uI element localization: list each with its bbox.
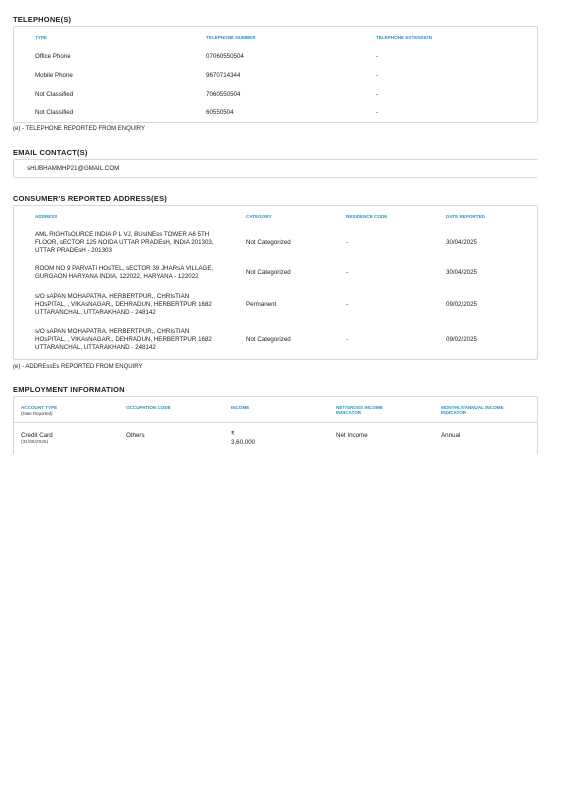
telephone-row-2-extension: - [376, 72, 379, 79]
address-row-2-residence: - [346, 269, 349, 276]
address-row-4-category: Not Categorized [246, 336, 291, 343]
email-title: EMAIL CONTACT(S) [13, 148, 88, 157]
residence-code-header: RESIDENCE CODE [346, 214, 388, 219]
address-row-4-line-3: UTTARANCHAL, UTTARAKHAND - 248142 [35, 344, 156, 351]
address-row-4-residence: - [346, 336, 349, 343]
address-row-1-line-2: FLOOR, sECTOR 125 NOIDA UTTAR PRADEsH, INDIA 201303, [35, 239, 214, 246]
telephone-row-3-type: Not Classified [35, 91, 74, 98]
telephone-row-2-number: 9670714344 [206, 72, 241, 79]
telephones-note: (e) - TELEPHONE REPORTED FROM ENQUIRY [13, 126, 146, 132]
address-header: ADDRESS [35, 214, 58, 219]
monthly-annual-header-line-2: INDICATOR [441, 410, 467, 415]
address-row-3-line-2: HOsPITAL, , VIKAsNAGAR,, DEHRADUN, HERBERTPUR 1682 [35, 301, 212, 308]
net-gross-header-line-1: NET/GROSS INCOME [336, 405, 383, 410]
telephone-number-header: TELEPHONE NUMBER [206, 35, 256, 40]
address-row-4-line-2: HOsPITAL, , VIKAsNAGAR,, DEHRADUN, HERBERTPUR 1682 [35, 336, 212, 343]
account-type-header: ACCOUNT TYPE [21, 405, 58, 410]
employment-date: (31/05/2025) [21, 440, 49, 445]
telephone-row-4-number: 60550504 [206, 109, 234, 116]
address-row-2-category: Not Categorized [246, 269, 291, 276]
telephone-row-4-extension: - [376, 109, 379, 116]
addresses-title: CONSUMER'S REPORTED ADDRESS(ES) [13, 194, 167, 203]
address-row-3-residence: - [346, 301, 349, 308]
employment-monthly-annual: Annual [441, 432, 461, 439]
address-row-2-line-2: GURGAON HARYANA INDIA, 122022, HARYANA - 122022 [35, 273, 199, 280]
address-row-3-category: Permanent [246, 301, 277, 308]
email-value: sHUBHAMMHP21@GMAIL.COM [27, 165, 120, 172]
rupee-currency-icon: ₹ [231, 431, 235, 437]
telephone-extension-header: TELEPHONE EXTENSION [376, 35, 432, 40]
employment-income: 3,60,000 [231, 439, 256, 446]
addresses-note: (e) - ADDREssEs REPORTED FROM ENQUIRY [13, 364, 143, 370]
telephone-row-4-type: Not Classified [35, 109, 74, 116]
net-gross-header-line-2: INDICATOR [336, 410, 362, 415]
address-row-3-line-3: UTTARANCHAL, UTTARAKHAND - 248142 [35, 309, 156, 316]
employment-account-type: Credit Card [21, 432, 53, 439]
address-row-3-line-1: s/O sAPAN MOHAPATRA, HERBERTPUR,, CHRIsTIAN [35, 293, 190, 300]
employment-table [13, 396, 538, 454]
telephone-row-3-extension: - [376, 91, 379, 98]
address-row-2-line-1: ROOM NO 9 PARVATI HOsTEL, sECTOR 39 JHARsA VILLAGE, [35, 265, 214, 272]
telephone-row-1-type: Office Phone [35, 53, 71, 60]
address-row-4-date: 09/02/2025 [446, 336, 477, 343]
address-row-4-line-1: s/O sAPAN MOHAPATRA, HERBERTPUR,, CHRIsTIAN [35, 328, 190, 335]
telephone-row-1-number: 07060550504 [206, 53, 244, 60]
date-reported-header: DATE REPORTED [446, 214, 485, 219]
telephone-type-header: TYPE [35, 35, 47, 40]
employment-occupation: Others [126, 432, 145, 439]
telephone-row-3-number: 7060550504 [206, 91, 241, 98]
address-row-2-date: 30/04/2025 [446, 269, 477, 276]
address-row-1-category: Not Categorized [246, 239, 291, 246]
employment-header-divider [14, 422, 537, 423]
address-row-1-line-1: AML RIGHTsOURCE INDIA P L VJ, BUsINEss TOWER A6 5TH [35, 231, 210, 238]
address-row-1-date: 30/04/2025 [446, 239, 477, 246]
telephone-row-1-extension: - [376, 53, 379, 60]
monthly-annual-header-line-1: MONTHLY/ANNUAL INCOME [441, 405, 504, 410]
address-row-1-residence: - [346, 239, 349, 246]
employment-net-gross: Net Income [336, 432, 368, 439]
telephones-title: TELEPHONE(S) [13, 15, 72, 24]
income-header: INCOME [231, 405, 250, 410]
address-row-1-line-3: UTTAR PRADEsH - 201303 [35, 247, 112, 254]
category-header: CATEGORY [246, 214, 272, 219]
telephone-row-2-type: Mobile Phone [35, 72, 73, 79]
email-box [13, 159, 538, 178]
employment-title: EMPLOYMENT INFORMATION [13, 385, 125, 394]
date-reported-subheader: (Date Reported) [21, 411, 53, 416]
occupation-code-header: OCCUPATION CODE [126, 405, 171, 410]
telephones-table [13, 26, 538, 123]
address-row-3-date: 09/02/2025 [446, 301, 477, 308]
addresses-table [13, 205, 538, 360]
